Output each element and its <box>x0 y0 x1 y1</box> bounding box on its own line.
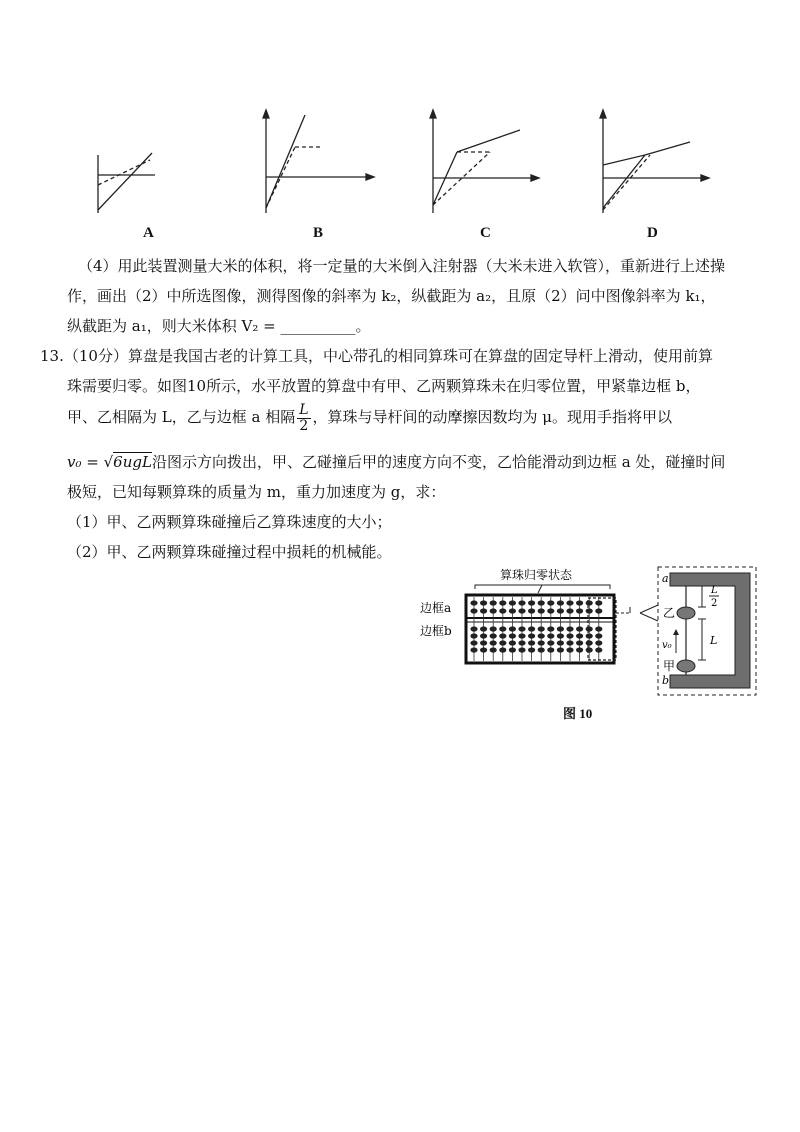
abacus-bead <box>586 640 593 645</box>
bead-yi-label: 乙 <box>663 606 676 620</box>
callout-arrow <box>640 605 658 621</box>
abacus-bead <box>595 640 602 645</box>
v0-expr: v₀ = <box>67 453 104 471</box>
abacus-bead <box>480 626 487 631</box>
abacus-bead <box>480 647 487 652</box>
abacus-bead <box>470 633 477 638</box>
q13-line4-b: 沿图示方向拨出，甲、乙碰撞后甲的速度方向不变，乙恰能滑动到边框 a 处，碰撞时间 <box>151 453 726 471</box>
abacus-bead <box>528 647 535 652</box>
abacus-bead <box>509 626 516 631</box>
abacus-bead <box>566 608 573 613</box>
abacus-bead <box>557 647 564 652</box>
abacus-bead <box>490 600 497 605</box>
abacus-bead <box>538 600 545 605</box>
q13-line3 <box>67 400 672 434</box>
abacus-bead <box>566 647 573 652</box>
abacus-bead <box>595 647 602 652</box>
abacus-bead <box>499 608 506 613</box>
abacus-bead <box>538 608 545 613</box>
abacus-bead <box>480 600 487 605</box>
abacus <box>466 595 614 663</box>
option-graphs <box>0 100 800 225</box>
graph-d <box>600 110 709 213</box>
dim-half-num: L <box>711 585 718 596</box>
abacus-bead <box>528 640 535 645</box>
q13-sub1: （1）甲、乙两颗算珠碰撞后乙算珠速度的大小； <box>67 513 392 531</box>
abacus-bead <box>499 626 506 631</box>
option-c-label: C <box>480 225 491 241</box>
zero-state-bracket <box>475 585 610 589</box>
abacus-bead <box>490 647 497 652</box>
abacus-bead <box>509 647 516 652</box>
abacus-bead <box>470 647 477 652</box>
abacus-bead <box>595 608 602 613</box>
abacus-bead <box>470 608 477 613</box>
abacus-bead <box>547 608 554 613</box>
abacus-bead <box>528 608 535 613</box>
graph-b <box>263 110 374 213</box>
q13-line2: 珠需要归零。如图10所示，水平放置的算盘中有甲、乙两颗算珠未在归零位置，甲紧靠边框 b， <box>67 377 701 395</box>
bead-jia <box>677 660 695 672</box>
abacus-bead <box>576 600 583 605</box>
fraction-denominator: 2 <box>299 417 309 434</box>
sqrt-sign: √ <box>103 453 114 471</box>
abacus-bead <box>576 633 583 638</box>
abacus-bead <box>547 600 554 605</box>
frame-b-label: 边框b <box>420 624 452 638</box>
abacus-bead <box>586 633 593 638</box>
option-d-label: D <box>647 225 658 241</box>
abacus-bead <box>538 626 545 631</box>
abacus-bead <box>518 600 525 605</box>
fraction-l-over-2 <box>297 403 310 434</box>
abacus-bead <box>470 626 477 631</box>
abacus-bead <box>470 600 477 605</box>
q13-line1: 13.（10分）算盘是我国古老的计算工具，中心带孔的相同算珠可在算盘的固定导杆上滑动，使用前算 <box>40 347 713 365</box>
abacus-bead <box>538 633 545 638</box>
abacus-bead <box>509 633 516 638</box>
abacus-bead <box>595 633 602 638</box>
abacus-bead <box>586 647 593 652</box>
graph-a <box>98 153 155 213</box>
part4-line3: 纵截距为 a₁，则大米体积 V₂ = __________。 <box>67 317 371 335</box>
fraction-numerator: L <box>299 401 309 418</box>
abacus-bead <box>490 640 497 645</box>
figure-caption: 图 10 <box>563 706 593 721</box>
v0-label: v₀ <box>662 640 672 651</box>
abacus-bead <box>518 633 525 638</box>
abacus-bead <box>557 633 564 638</box>
dim-l-label: L <box>710 634 718 647</box>
abacus-bead <box>547 640 554 645</box>
q13-line4 <box>67 452 725 472</box>
zero-state-label: 算珠归零状态 <box>500 568 573 582</box>
abacus-bead <box>566 633 573 638</box>
abacus-bead <box>557 640 564 645</box>
abacus-bead <box>528 600 535 605</box>
abacus-bead <box>480 608 487 613</box>
dim-half-den: 2 <box>711 598 718 609</box>
frame-a-label: 边框a <box>420 601 452 615</box>
abacus-bead <box>566 640 573 645</box>
abacus-bead <box>557 626 564 631</box>
abacus-bead <box>499 600 506 605</box>
abacus-bead <box>528 626 535 631</box>
q13-line3-a: 甲、乙相隔为 L，乙与边框 a 相隔 <box>67 408 296 426</box>
abacus-bead <box>557 600 564 605</box>
zero-state-pointer <box>538 585 542 593</box>
abacus-bead <box>509 608 516 613</box>
abacus-bead <box>480 633 487 638</box>
abacus-bead <box>547 626 554 631</box>
abacus-bead <box>576 640 583 645</box>
abacus-bead <box>595 626 602 631</box>
abacus-bead <box>538 647 545 652</box>
q13-line5: 极短，已知每颗算珠的质量为 m，重力加速度为 g，求： <box>67 483 446 501</box>
abacus-bead <box>576 608 583 613</box>
abacus-bead <box>566 626 573 631</box>
q13-line3-b: ，算珠与导杆间的动摩擦因数均为 μ。现用手指将甲以 <box>312 408 673 426</box>
abacus-bead <box>499 647 506 652</box>
abacus-bead <box>586 600 593 605</box>
inset-a-label: a <box>662 572 669 585</box>
abacus-bead <box>490 626 497 631</box>
option-b-label: B <box>313 225 324 241</box>
abacus-bead <box>499 633 506 638</box>
abacus-bead <box>518 608 525 613</box>
abacus-bead <box>557 608 564 613</box>
abacus-bead <box>480 640 487 645</box>
abacus-bead <box>518 647 525 652</box>
option-a-label: A <box>143 225 154 241</box>
bead-yi <box>677 607 695 619</box>
abacus-bead <box>586 626 593 631</box>
graph-c <box>430 110 539 213</box>
abacus-bead <box>586 608 593 613</box>
abacus-bead <box>576 626 583 631</box>
abacus-bead <box>595 600 602 605</box>
abacus-bead <box>566 600 573 605</box>
abacus-bead <box>547 633 554 638</box>
part4-line2: 作，画出（2）中所选图像，测得图像的斜率为 k₂，纵截距为 a₂，且原（2）问中图像斜率为 k₁， <box>67 287 716 305</box>
abacus-bead <box>470 640 477 645</box>
abacus-bead <box>528 633 535 638</box>
abacus-bead <box>576 647 583 652</box>
abacus-bead <box>509 600 516 605</box>
abacus-bead <box>509 640 516 645</box>
bead-jia-label: 甲 <box>663 659 676 673</box>
abacus-bead <box>518 640 525 645</box>
q13-sub2: （2）甲、乙两颗算珠碰撞过程中损耗的机械能。 <box>67 543 392 561</box>
inset-b-label: b <box>662 674 670 687</box>
abacus-bead <box>490 608 497 613</box>
abacus-bead <box>490 633 497 638</box>
abacus-bead <box>547 647 554 652</box>
figure-10 <box>420 565 760 700</box>
abacus-bead <box>538 640 545 645</box>
sqrt-content: 6ugL <box>113 453 152 471</box>
part4-line1: （4）用此装置测量大米的体积，将一定量的大米倒入注射器（大米未进入软管），重新进行上述操 <box>78 257 726 275</box>
abacus-bead <box>518 626 525 631</box>
v0-arrowhead <box>673 629 679 635</box>
abacus-bead <box>499 640 506 645</box>
